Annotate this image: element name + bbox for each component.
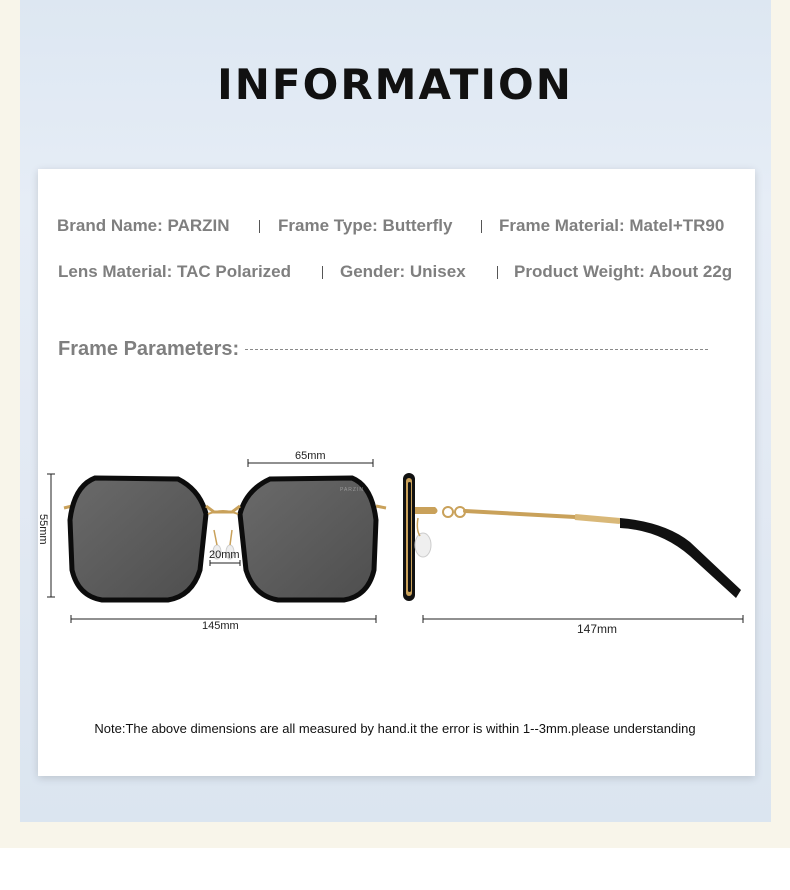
front-view bbox=[47, 459, 386, 623]
lens-width-label: 65mm bbox=[295, 450, 326, 462]
spec-brand: Brand Name: PARZIN bbox=[57, 216, 230, 235]
side-view bbox=[403, 473, 743, 623]
spec-frame-material: Frame Material: Matel+TR90 bbox=[499, 216, 725, 235]
left-lens bbox=[70, 478, 206, 600]
right-lens bbox=[240, 478, 376, 600]
temple-tip bbox=[620, 518, 741, 598]
spec-weight: Product Weight: About 22g bbox=[514, 262, 733, 281]
spec-lens-material: Lens Material: TAC Polarized bbox=[58, 262, 292, 281]
frame-width-label: 145mm bbox=[202, 620, 239, 632]
lens-height-label: 55mm bbox=[37, 514, 49, 545]
page-title: INFORMATION bbox=[217, 60, 573, 109]
bridge-width-label: 20mm bbox=[209, 549, 240, 561]
measurement-note: Note:The above dimensions are all measured by hand.it the error is within 1--3mm.please understanding bbox=[94, 721, 696, 736]
spec-frame-type: Frame Type: Butterfly bbox=[278, 216, 453, 235]
frame-parameters-label: Frame Parameters: bbox=[58, 338, 240, 360]
spec-gender: Gender: Unisex bbox=[340, 262, 466, 281]
lens-logo: PARZIN bbox=[340, 487, 364, 493]
temple-length-label: 147mm bbox=[577, 622, 618, 636]
